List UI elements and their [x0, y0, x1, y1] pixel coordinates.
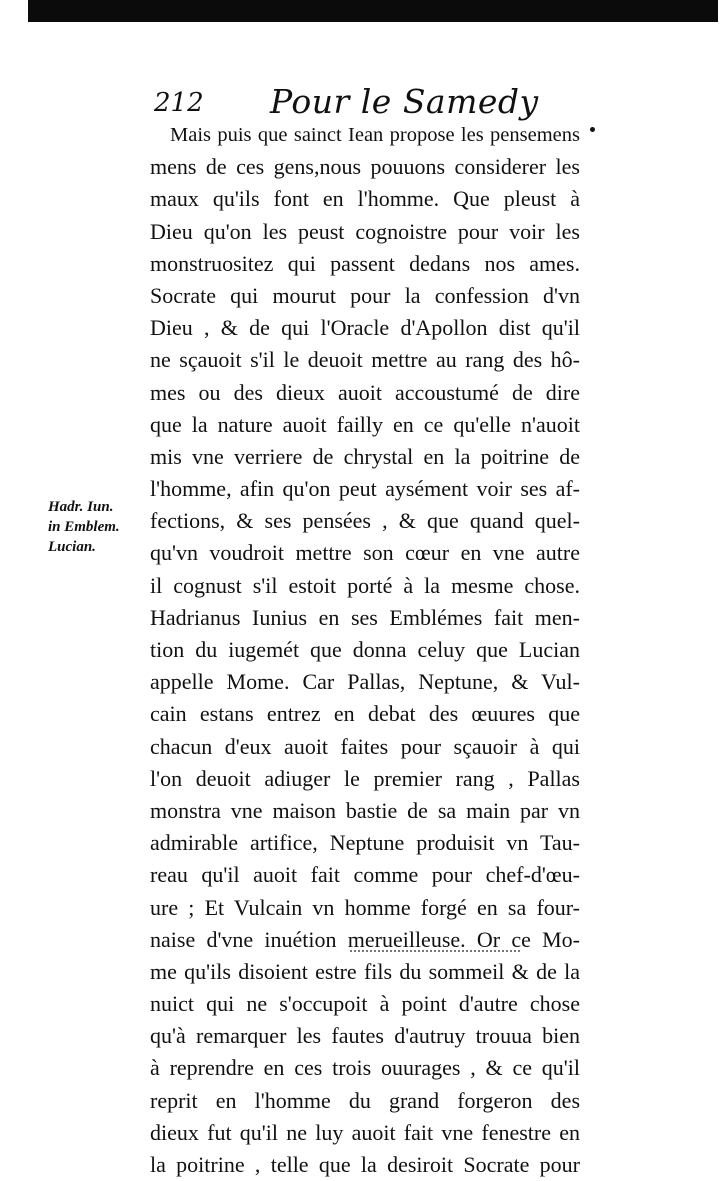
text-line: Dieu , & de qui l'Oracle d'Apollon dist qu'il — [150, 315, 580, 341]
ink-speck — [590, 127, 595, 132]
text-line: qu'à remarquer les fautes d'autruy trouua bien — [150, 1023, 580, 1049]
text-line: l'homme, afin qu'on peut aysément voir ses af- — [150, 476, 580, 502]
running-head: Pour le Samedy — [270, 82, 539, 121]
text-line: monstruositez qui passent dedans nos ames. — [150, 250, 580, 276]
text-line: admirable artifice, Neptune produisit vn Tau- — [150, 830, 580, 856]
text-line: appelle Mome. Car Pallas, Neptune, & Vul- — [150, 669, 580, 695]
text-line: il cognust s'il estoit porté à la mesme chose. — [150, 572, 580, 598]
text-line: à reprendre en ces trois ouurages , & ce qu'il — [150, 1055, 580, 1081]
margin-note-line: in Emblem. — [48, 519, 120, 535]
text-line: Socrate qui mourut pour la confession d'vn — [150, 282, 580, 308]
body-text — [150, 119, 580, 1181]
text-line: que la nature auoit failly en ce qu'elle n'auoit — [150, 411, 580, 437]
text-line: maux qu'ils font en l'homme. Que pleust à — [150, 186, 580, 212]
text-line: monstra vne maison bastie de sa main par vn — [150, 797, 580, 823]
text-line: Hadrianus Iunius en ses Emblémes fait men- — [150, 604, 580, 630]
text-line: dieux fut qu'il ne luy auoit fait vne fenestre en — [150, 1119, 580, 1145]
text-line: cain estans entrez en debat des œuures que — [150, 701, 580, 727]
text-line: naise d'vne inuétion merueilleuse. Or ce Mo- — [150, 926, 580, 952]
margin-note — [48, 497, 148, 557]
text-line: ure ; Et Vulcain vn homme forgé en sa four- — [150, 894, 580, 920]
cut-off-line-fragment — [350, 950, 520, 956]
text-line: mis vne verriere de chrystal en la poitrine de — [150, 443, 580, 469]
page-number: 212 — [154, 88, 204, 118]
text-line: Dieu qu'on les peust cognoistre pour voir les — [150, 218, 580, 244]
scan-border-bar — [28, 0, 718, 22]
text-line: me qu'ils disoient estre fils du sommeil & de la — [150, 958, 580, 984]
text-line: mes ou des dieux auoit accoustumé de dire — [150, 379, 580, 405]
text-line: fections, & ses pensées , & que quand quel- — [150, 508, 580, 534]
text-line: reprit en l'homme du grand forgeron des — [150, 1087, 580, 1113]
text-line: l'on deuoit adiuger le premier rang , Pallas — [150, 765, 580, 791]
text-line: Mais puis que sainct Iean propose les pensemens — [170, 124, 580, 146]
text-line: nuict qui ne s'occupoit à point d'autre chose — [150, 991, 580, 1017]
margin-note-line: Lucian. — [48, 539, 96, 555]
text-line: chacun d'eux auoit faites pour sçauoir à qui — [150, 733, 580, 759]
text-line: tion du iugemét que donna celuy que Lucian — [150, 637, 580, 662]
text-line: ne sçauoit s'il le deuoit mettre au rang des hô- — [150, 347, 580, 373]
text-line: la poitrine , telle que la desiroit Socrate pour — [150, 1152, 580, 1177]
text-line: mens de ces gens,nous pouuons considerer les — [150, 154, 580, 180]
text-line: qu'vn voudroit mettre son cœur en vne autre — [150, 540, 580, 566]
margin-note-line: Hadr. Iun. — [48, 499, 114, 515]
text-line: reau qu'il auoit fait comme pour chef-d'œu- — [150, 862, 580, 888]
